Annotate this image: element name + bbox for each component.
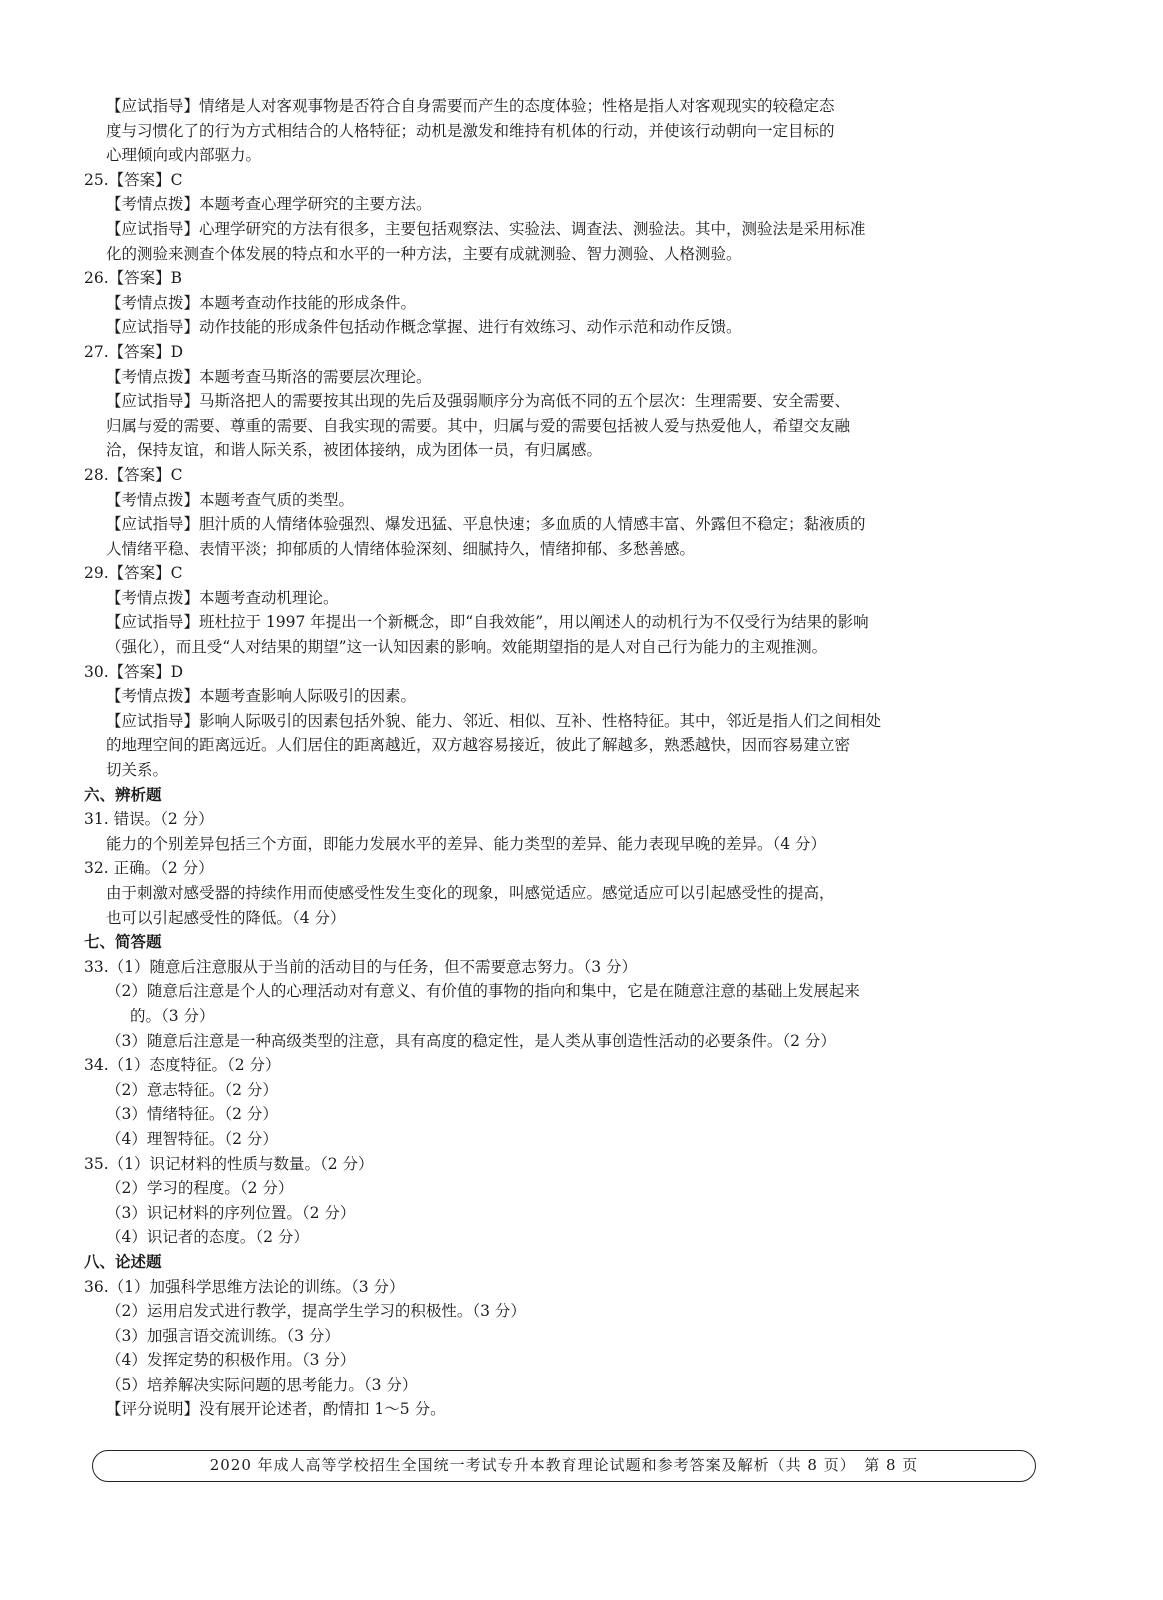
text-line: （强化），而且受“人对结果的期望”这一认知因素的影响。效能期望指的是人对自己行为能力的主观推测。 [106, 638, 828, 657]
text-line: 【考情点拨】本题考查马斯洛的需要层次理论。 [106, 367, 432, 386]
text-line: 【考情点拨】本题考查心理学研究的主要方法。 [106, 195, 432, 214]
text-line: 【应试指导】心理学研究的方法有很多，主要包括观察法、实验法、调查法、测验法。其中，测验法是采用标准 [106, 219, 866, 238]
text-line: 31. 错误。（2 分） [84, 810, 214, 829]
text-line: 34.（1）态度特征。（2 分） [84, 1056, 281, 1075]
text-line: 【考情点拨】本题考查影响人际吸引的因素。 [106, 687, 417, 706]
text-line: 【评分说明】没有展开论述者，酌情扣 1～5 分。 [106, 1400, 446, 1419]
text-line: 【应试指导】情绪是人对客观事物是否符合自身需要而产生的态度体验；性格是指人对客观现实的较稳定态 [106, 97, 835, 115]
text-line: 由于刺激对感受器的持续作用而使感受性发生变化的现象，叫感觉适应。感觉适应可以引起感受性的提高， [106, 884, 835, 902]
text-line: 【应试指导】胆汁质的人情绪体验强烈、爆发迅猛、平息快速；多血质的人情感丰富、外露但不稳定；黏液质的 [106, 515, 866, 534]
text-line: （4）识记者的态度。（2 分） [106, 1228, 309, 1247]
answer-text-body [84, 94, 1074, 1422]
text-line: 36.（1）加强科学思维方法论的训练。（3 分） [84, 1277, 405, 1296]
section-heading: 七、简答题 [84, 932, 162, 952]
text-line: 【考情点拨】本题考查气质的类型。 [106, 490, 355, 509]
text-line: 【应试指导】动作技能的形成条件包括动作概念掌握、进行有效练习、动作示范和动作反馈。 [106, 318, 742, 337]
text-line: 【应试指导】马斯洛把人的需要按其出现的先后及强弱顺序分为高低不同的五个层次：生理需要、安全需要、 [106, 392, 851, 411]
text-line: （3）情绪特征。（2 分） [106, 1105, 278, 1124]
section-heading: 八、论述题 [84, 1251, 162, 1271]
text-line: （2）学习的程度。（2 分） [106, 1179, 294, 1198]
text-line: 化的测验来测查个体发展的特点和水平的一种方法，主要有成就测验、智力测验、人格测验。 [106, 244, 742, 263]
text-line: 35.（1）识记材料的性质与数量。（2 分） [84, 1154, 374, 1173]
text-line: 28.【答案】C [84, 465, 183, 484]
text-line: （2）意志特征。（2 分） [106, 1080, 278, 1099]
text-line: 切关系。 [106, 761, 169, 780]
text-line: （3）加强言语交流训练。（3 分） [106, 1326, 340, 1345]
text-line: （5）培养解决实际问题的思考能力。（3 分） [106, 1375, 418, 1394]
text-line: 25.【答案】C [84, 170, 183, 189]
section-heading: 六、辨析题 [84, 784, 162, 804]
text-line: （2）运用启发式进行教学，提高学生学习的积极性。（3 分） [106, 1302, 526, 1321]
text-line: 心理倾向或内部驱力。 [106, 146, 262, 165]
text-line: （4）发挥定势的积极作用。（3 分） [106, 1351, 356, 1370]
text-line: （4）理智特征。（2 分） [106, 1129, 278, 1148]
text-line: 【考情点拨】本题考查动机理论。 [106, 588, 339, 607]
text-line: 的地理空间的距离远近。人们居住的距离越近，双方越容易接近，彼此了解越多，熟悉越快，因而容易建立密 [106, 736, 851, 755]
text-line: 度与习惯化了的行为方式相结合的人格特征；动机是激发和维持有机体的行动，并使该行动朝向一定目标的 [106, 121, 835, 140]
text-line: （3）随意后注意是一种高级类型的注意，具有高度的稳定性，是人类从事创造性活动的必要条件。（2 分） [106, 1031, 836, 1050]
text-line: 也可以引起感受性的降低。（4 分） [106, 908, 346, 927]
text-line: 30.【答案】D [84, 662, 184, 681]
text-line: 归属与爱的需要、尊重的需要、自我实现的需要。其中，归属与爱的需要包括被人爱与热爱他人，希望交友融 [106, 416, 851, 435]
text-line: 人情绪平稳、表情平淡；抑郁质的人情绪体验深刻、细腻持久，情绪抑郁、多愁善感。 [106, 539, 696, 558]
text-line: 的。（3 分） [130, 1006, 215, 1025]
text-line: 26.【答案】B [84, 269, 183, 288]
text-line: 33.（1）随意后注意服从于当前的活动目的与任务，但不需要意志努力。（3 分） [84, 957, 638, 976]
text-line: （3）识记材料的序列位置。（2 分） [106, 1203, 356, 1222]
text-line: 能力的个别差异包括三个方面，即能力发展水平的差异、能力类型的差异、能力表现早晚的差异。（4 分） [106, 834, 827, 853]
text-line: 32. 正确。（2 分） [84, 859, 214, 878]
text-line: 【应试指导】班杜拉于 1997 年提出一个新概念，即“自我效能”，用以阐述人的动机行为不仅受行为结果的影响 [106, 613, 869, 632]
text-line: （2）随意后注意是个人的心理活动对有意义、有价值的事物的指向和集中，它是在随意注意的基础上发展起来 [106, 982, 860, 1001]
text-line: 27.【答案】D [84, 342, 184, 361]
page-footer: 2020 年成人高等学校招生全国统一考试专升本教育理论试题和参考答案及解析（共 8 页） 第 8 页 [92, 1450, 1036, 1482]
text-line: 【应试指导】影响人际吸引的因素包括外貌、能力、邻近、相似、互补、性格特征。其中，邻近是指人们之间相处 [106, 711, 882, 730]
text-line: 29.【答案】C [84, 564, 183, 583]
text-line: 洽，保持友谊，和谐人际关系，被团体接纳，成为团体一员，有归属感。 [106, 441, 603, 460]
text-line: 【考情点拨】本题考查动作技能的形成条件。 [106, 293, 417, 312]
